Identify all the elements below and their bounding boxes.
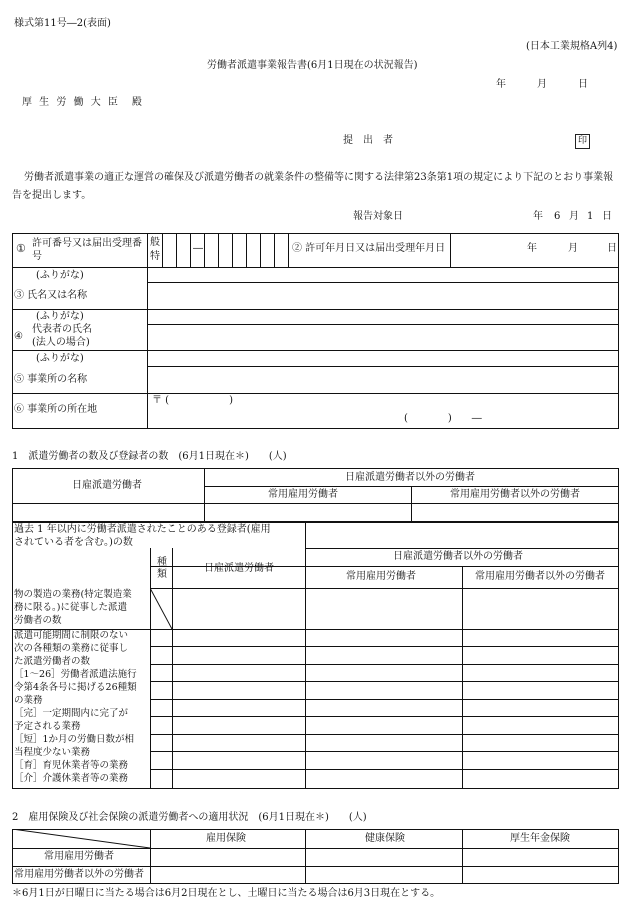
item-26-line3: の業務 xyxy=(14,695,43,706)
jis-note: (日本工業規格A列4) xyxy=(526,41,618,52)
registrant-text-line1: 過去 1 年以内に労働者派遣されたことのある登録者(雇用 xyxy=(14,524,271,535)
body-text-line1: 労働者派遣事業の適正な運営の確保及び派遣労働者の就業条件の整備等に関する法律第23条第1項の規定により下記のとおり事業報 xyxy=(24,172,614,183)
item-short-line2: 当程度少ない業務 xyxy=(14,747,91,758)
representative-label: 代表者の氏名 xyxy=(32,324,92,335)
col-permanent-b: 常用雇用労働者 xyxy=(346,571,416,582)
furigana-name: (ふりがな) xyxy=(36,270,84,281)
col-daily-dispatch: 日雇派遣労働者 xyxy=(72,480,142,491)
row-non-permanent: 常用雇用労働者以外の労働者 xyxy=(14,869,144,880)
registrant-table xyxy=(12,522,619,789)
unlimited-line1: 派遣可能期間に制限のない xyxy=(14,630,129,641)
unlimited-line3: た派遣労働者の数 xyxy=(14,656,91,667)
col-permanent: 常用雇用労働者 xyxy=(268,489,338,500)
report-date-label: 報告対象日 xyxy=(353,211,403,222)
item-26-line2: 令第4条各号に掲げる26種類 xyxy=(14,682,137,693)
submitter-label: 提 出 者 xyxy=(343,135,393,146)
date-month: 月 xyxy=(537,79,547,90)
circle-number-1: ① xyxy=(16,242,26,255)
license-date-year: 年 xyxy=(527,243,537,254)
footnote: ＊6月1日が日曜日に当たる場合は6月2日現在とし、土曜日に当たる場合は6月3日現在とする。 xyxy=(12,888,441,899)
header-diagonal xyxy=(12,829,150,848)
registrant-text-line2: されている者を含む。)の数 xyxy=(14,537,133,548)
page-title: 労働者派遣事業報告書(6月1日現在の状況報告) xyxy=(207,60,418,71)
item-complete-line1: ［完］一定期間内に完了が xyxy=(14,708,129,719)
kind-label-1: 種 xyxy=(157,557,167,568)
col-health-insurance: 健康保険 xyxy=(365,833,405,844)
item-childcare: ［育］育児休業者等の業務 xyxy=(14,760,129,771)
item-complete-line2: 予定される業務 xyxy=(14,721,81,732)
report-date-month-num: 6 xyxy=(554,211,561,222)
representative-note: (法人の場合) xyxy=(32,337,90,348)
item-short-line1: ［短］1か月の労働日数が相 xyxy=(14,734,135,745)
diagonal-slash xyxy=(150,588,172,629)
office-address-label: ⑥ 事業所の所在地 xyxy=(14,404,98,415)
report-date-day: 日 xyxy=(602,211,612,222)
license-number-label-2: 号 xyxy=(32,251,42,262)
license-number-label: 許可番号又は届出受理番 xyxy=(32,238,142,249)
license-date-label: ② 許可年月日又は届出受理年月日 xyxy=(292,243,446,254)
report-date-month: 月 xyxy=(569,211,579,222)
kind-label-2: 類 xyxy=(157,569,167,580)
registration-table xyxy=(12,233,619,429)
manufacturing-line1: 物の製造の業務(特定製造業 xyxy=(14,589,132,600)
license-date-month: 月 xyxy=(568,243,578,254)
form-number: 様式第11号―2(表面) xyxy=(14,18,111,29)
date-year: 年 xyxy=(496,79,506,90)
col-non-permanent: 常用雇用労働者以外の労働者 xyxy=(450,489,580,500)
name-label: ③ 氏名又は名称 xyxy=(14,290,88,301)
col-employment-insurance: 雇用保険 xyxy=(206,833,246,844)
manufacturing-line3: 労働者の数 xyxy=(14,615,62,626)
col-daily-dispatch-b: 日雇派遣労働者 xyxy=(204,563,274,574)
report-date-day-num: 1 xyxy=(587,211,594,222)
date-day: 日 xyxy=(578,79,588,90)
circle-number-4: ④ xyxy=(14,331,23,342)
postal-code: 〒 ( ) xyxy=(152,395,233,406)
phone-number: ( ) ― xyxy=(404,413,482,424)
item-26-line1: ［1～26］労働者派遣法施行 xyxy=(14,669,137,680)
addressee: 厚 生 労 働 大 臣 殿 xyxy=(22,97,144,108)
license-dash: ― xyxy=(193,243,203,254)
manufacturing-line2: 務に限る。)に従事した派遣 xyxy=(14,602,127,613)
body-text-line2: 告を提出します。 xyxy=(12,190,92,201)
unlimited-line2: 次の各種類の業務に従事し xyxy=(14,643,129,654)
kbn-general: 般 xyxy=(150,237,160,248)
row-permanent: 常用雇用労働者 xyxy=(44,851,114,862)
kbn-specific: 特 xyxy=(150,251,160,262)
furigana-rep: (ふりがな) xyxy=(36,311,84,322)
seal-mark: 印 xyxy=(575,134,590,149)
section2-heading: 2 雇用保険及び社会保険の派遣労働者への適用状況 (6月1日現在＊) (人) xyxy=(12,812,367,823)
report-date-year: 年 xyxy=(533,211,543,222)
col-pension-insurance: 厚生年金保険 xyxy=(510,833,570,844)
license-date-day: 日 xyxy=(607,243,617,254)
col-non-permanent-b: 常用雇用労働者以外の労働者 xyxy=(475,571,605,582)
office-name-label: ⑤ 事業所の名称 xyxy=(14,374,88,385)
item-nursing: ［介］介護休業者等の業務 xyxy=(14,773,129,784)
col-other-than-daily-b: 日雇派遣労働者以外の労働者 xyxy=(393,551,523,562)
col-other-than-daily: 日雇派遣労働者以外の労働者 xyxy=(345,472,475,483)
section1-heading: 1 派遣労働者の数及び登録者の数 (6月1日現在＊) (人) xyxy=(12,451,287,462)
furigana-office: (ふりがな) xyxy=(36,353,84,364)
